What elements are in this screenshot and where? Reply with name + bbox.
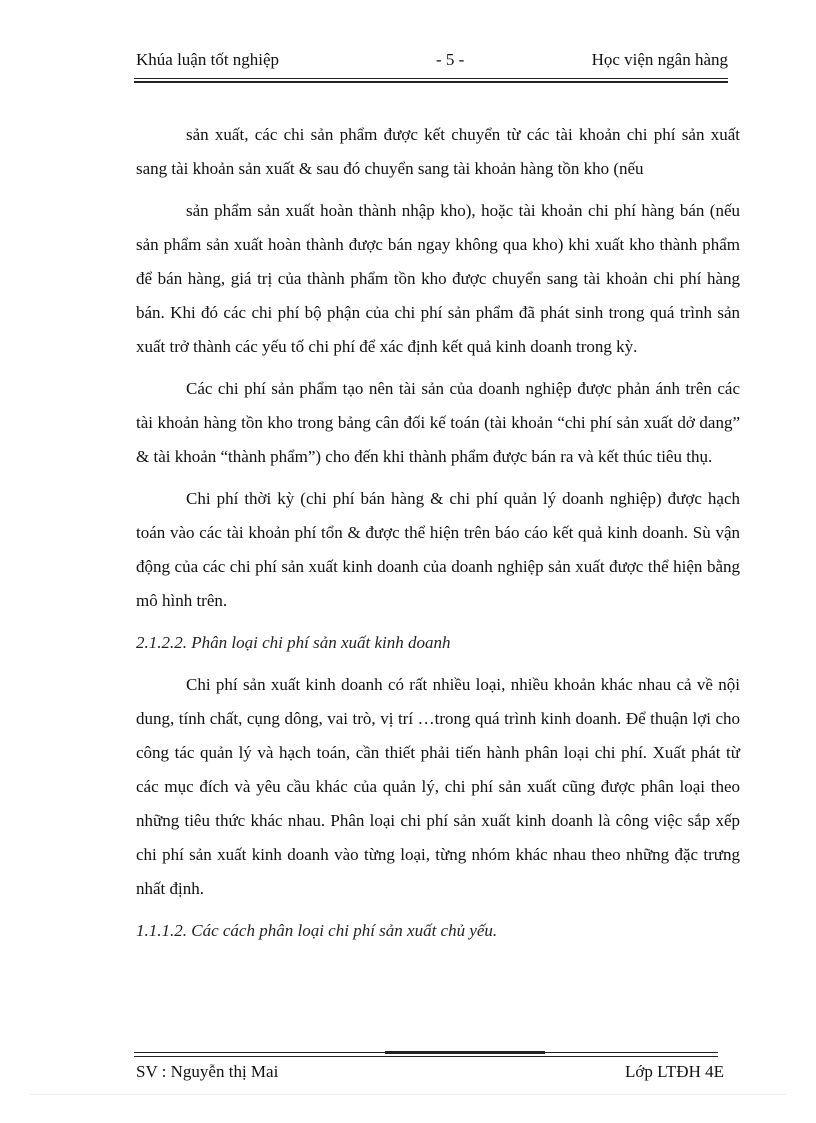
paragraph-2: sản phẩm sản xuất hoàn thành nhập kho), hoặc tài khoản chi phí hàng bán (nếu sản phẩm sản xuất hoàn thành được bán ngay không qua kho) khi xuất kho thành phẩm để bán hàng, giá trị của thành phẩm tồn kho được chuyển sang tài khoản chi phí hàng bán. Khi đó các chi phí bộ phận của chi phí sản phẩm đã phát sinh trong quá trình sản xuất trở thành các yếu tố chi phí để xác định kết quả kinh doanh trong kỳ.: [136, 201, 740, 356]
header-thesis-title: Khúa luận tốt nghiệp: [136, 50, 280, 69]
page-bottom-divider: [30, 1094, 786, 1095]
paragraph-3: Các chi phí sản phẩm tạo nên tài sản của doanh nghiệp được phản ánh trên các tài khoản hàng tồn kho trong bảng cân đối kế toán (tài khoản “chi phí sản xuất dở dang” & tài khoản “thành phẩm”) cho đến khi thành phẩm được bán ra và kết thúc tiêu thụ.: [136, 379, 740, 466]
footer-rule-thick: [385, 1051, 545, 1054]
footer-rule-double: [134, 1056, 718, 1057]
paragraph-1: sản xuất, các chi sản phẩm được kết chuyển từ các tài khoản chi phí sản xuất sang tài khoản sản xuất & sau đó chuyển sang tài khoản hàng tồn kho (nếu: [136, 125, 740, 178]
header-page-number: - 5 -: [436, 50, 465, 69]
paragraph-5: Chi phí sản xuất kinh doanh có rất nhiều loại, nhiều khoản khác nhau cả về nội dung, tính chất, cụng dông, vai trò, vị trí …trong quá trình kinh doanh. Để thuận lợi cho công tác quản lý và hạch toán, cần thiết phải tiến hành phân loại chi phí. Xuất phát từ các mục đích và yêu cầu khác của quản lý, chi phí sản xuất cũng được phân loại theo những tiêu thức khác nhau. Phân loại chi phí sản xuất kinh doanh là công việc sắp xếp chi phí sản xuất kinh doanh vào từng loại, từng nhóm khác nhau theo những đặc trưng nhất định.: [136, 675, 740, 898]
footer-student-name: SV : Nguyễn thị Mai: [136, 1062, 279, 1081]
page-header: [136, 46, 728, 76]
section-heading-2-1-2-2: 2.1.2.2. Phân loại chi phí sản xuất kinh doanh: [136, 633, 451, 652]
header-rule-double: [134, 81, 728, 83]
footer-class: Lớp LTĐH 4E: [624, 1062, 724, 1081]
page-body: [136, 118, 740, 956]
paragraph-4: Chi phí thời kỳ (chi phí bán hàng & chi phí quản lý doanh nghiệp) được hạch toán vào các tài khoản phí tổn & được thể hiện trên báo cáo kết quả kinh doanh. Sù vận động của các chi phí sản xuất kinh doanh của doanh nghiệp sản xuất được thể hiện bằng mô hình trên.: [136, 489, 740, 610]
header-institution: Học viện ngân hàng: [591, 50, 728, 69]
header-rule: [134, 78, 728, 79]
section-heading-1-1-1-2: 1.1.1.2. Các cách phân loại chi phí sản xuất chủ yếu.: [136, 921, 498, 940]
